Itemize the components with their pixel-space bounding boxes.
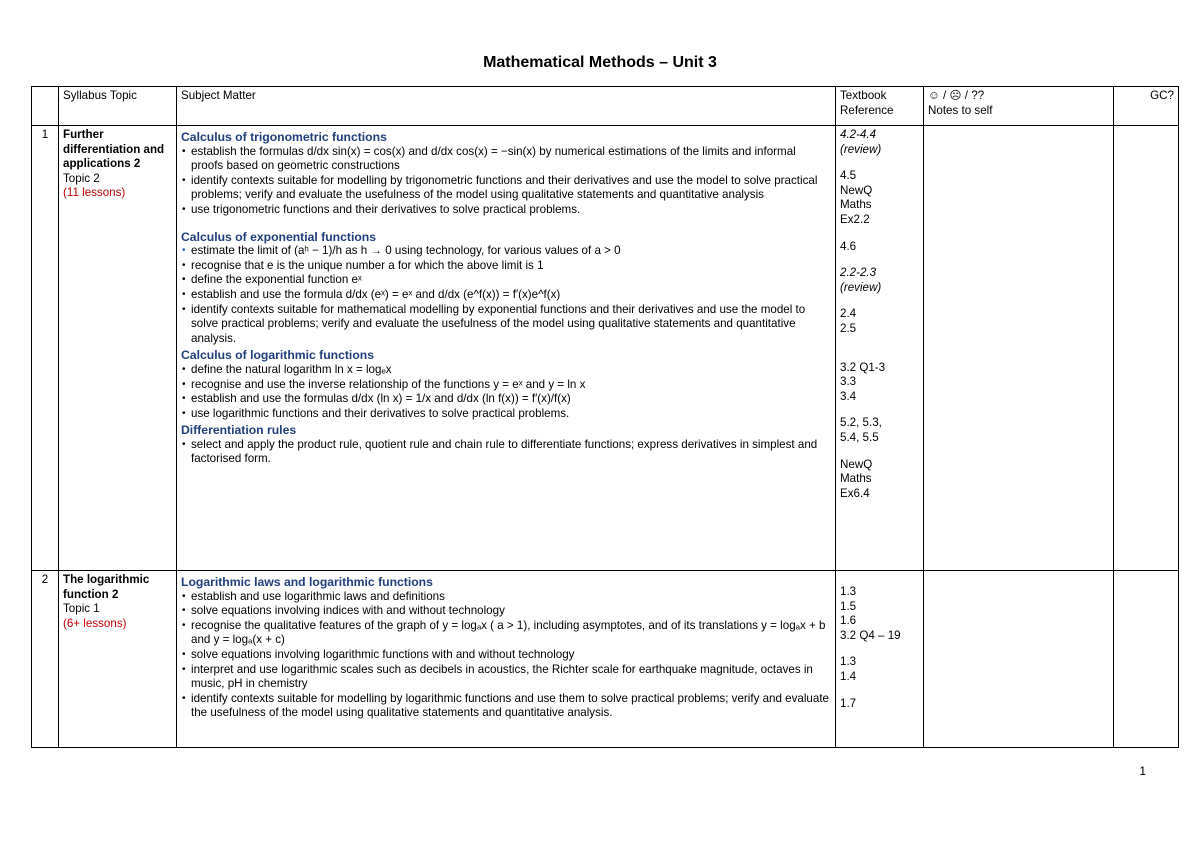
syllabus-table [31, 86, 1179, 748]
subject-matter-cell [177, 126, 836, 571]
textbook-ref: 1.3 [840, 655, 857, 669]
section-heading: Calculus of logarithmic functions [181, 348, 374, 363]
notes-cell [924, 126, 1114, 571]
topic-name: Further differentiation and applications 2 [63, 128, 165, 171]
textbook-ref: Maths [840, 198, 872, 212]
list-item: • identify contexts suitable for mathematical modelling by exponential functions and their derivatives and use the model to solve practical problems; verify and evaluate the usefulness of the model using qualitative statements and quantitative analysis. [181, 303, 831, 347]
list-item: • estimate the limit of (aʰ − 1)/h as h → 0 using technology, for various values of a > 0 [181, 244, 831, 259]
list-item: • identify contexts suitable for modelling by logarithmic functions and use them to solve practical problems; verify and evaluate the usefulness of the model using qualitative statements and quantitative analysis. [181, 692, 831, 721]
textbook-ref: 2.2-2.3 [840, 266, 877, 280]
textbook-ref: 1.7 [840, 696, 857, 710]
header-syllabus-topic: Syllabus Topic [59, 87, 177, 126]
textbook-ref: Maths [840, 472, 872, 486]
list-item: • select and apply the product rule, quotient rule and chain rule to differentiate functions; express derivatives in simplest and factorised form. [181, 438, 831, 467]
topic-name: The logarithmic function 2 [63, 573, 150, 601]
list-item: • establish and use the formula d/dx (eˣ) = eˣ and d/dx (e^f(x)) = f′(x)e^f(x) [181, 288, 831, 303]
section-heading: Differentiation rules [181, 423, 297, 438]
textbook-ref: 4.5 [840, 169, 857, 183]
header-notes-line2: Notes to self [928, 103, 993, 117]
topic-sub: Topic 2 [63, 171, 100, 185]
textbook-reference-cell [836, 126, 924, 571]
list-item: • define the natural logarithm ln x = logₑx [181, 363, 831, 378]
textbook-ref: 3.4 [840, 389, 857, 403]
gc-cell [1114, 126, 1179, 571]
list-item: • define the exponential function eˣ [181, 273, 831, 288]
document-title: Mathematical Methods – Unit 3 [483, 54, 717, 71]
textbook-ref: 5.2, 5.3, [840, 416, 882, 430]
list-item: • use trigonometric functions and their derivatives to solve practical problems. [181, 203, 831, 218]
textbook-reference-cell [836, 571, 924, 748]
section-heading: Calculus of exponential functions [181, 229, 377, 244]
list-item: • solve equations involving logarithmic functions with and without technology [181, 648, 831, 663]
header-subject-matter: Subject Matter [177, 87, 836, 126]
textbook-ref: (review) [840, 280, 882, 294]
textbook-ref: 1.5 [840, 599, 857, 613]
bullet-list [181, 438, 831, 467]
table-row [32, 126, 1179, 571]
textbook-ref: 1.6 [840, 614, 857, 628]
textbook-ref: Ex6.4 [840, 486, 870, 500]
section-heading: Logarithmic laws and logarithmic functions [181, 575, 433, 589]
header-gc: GC? [1114, 87, 1179, 126]
list-item: • establish and use logarithmic laws and definitions [181, 590, 831, 605]
gc-cell [1114, 571, 1179, 748]
list-item: • recognise the qualitative features of the graph of y = logₐx ( a > 1), including asymptotes, and of its translations y = logₐx + b and y = logₐ(x + c) [181, 619, 831, 648]
table-row [32, 571, 1179, 748]
bullet-list [181, 244, 831, 346]
list-item: • establish the formulas d/dx sin(x) = cos(x) and d/dx cos(x) = −sin(x) by numerical estimations of the limits and informal proofs based on geometric constructions [181, 145, 831, 174]
syllabus-topic-cell [59, 126, 177, 571]
row-number: 1 [32, 126, 59, 571]
textbook-ref: 5.4, 5.5 [840, 430, 879, 444]
section-heading: Calculus of trigonometric functions [181, 130, 387, 144]
bullet-list [181, 363, 831, 421]
list-item: • recognise and use the inverse relationship of the functions y = eˣ and y = ln x [181, 378, 831, 393]
list-item: • identify contexts suitable for modelling by trigonometric functions and their derivatives and use the model to solve practical problems; verify and evaluate the usefulness of the model using qualitative statements and quantitative analysis [181, 174, 831, 203]
subject-matter-cell [177, 571, 836, 748]
page-number: 1 [1139, 764, 1146, 778]
textbook-ref: (review) [840, 142, 882, 156]
table-header-row [32, 87, 1179, 126]
lesson-count: (6+ lessons) [63, 616, 127, 630]
textbook-ref: 3.2 Q4 – 19 [840, 628, 901, 642]
textbook-ref: NewQ [840, 457, 873, 471]
list-item: • solve equations involving indices with and without technology [181, 604, 831, 619]
textbook-ref: 4.2-4.4 [840, 128, 877, 141]
bullet-list [181, 145, 831, 218]
textbook-ref: 3.3 [840, 375, 857, 389]
textbook-ref: 2.5 [840, 321, 857, 335]
textbook-ref: 3.2 Q1-3 [840, 360, 886, 374]
textbook-ref: 1.4 [840, 669, 857, 683]
textbook-ref: 4.6 [840, 239, 857, 253]
list-item: • use logarithmic functions and their derivatives to solve practical problems. [181, 407, 831, 422]
textbook-ref: 2.4 [840, 307, 857, 321]
textbook-ref: 1.3 [840, 585, 857, 598]
lesson-count: (11 lessons) [63, 186, 126, 200]
header-textbook-line1: Textbook [840, 89, 887, 102]
syllabus-topic-cell [59, 571, 177, 748]
header-textbook-line2: Reference [840, 103, 894, 117]
header-number-cell [32, 87, 59, 126]
header-notes-faces: ☺ / ☹ / ?? [928, 89, 985, 102]
topic-sub: Topic 1 [63, 602, 100, 616]
header-textbook-reference [836, 87, 924, 126]
row-number: 2 [32, 571, 59, 748]
textbook-ref: Ex2.2 [840, 212, 870, 226]
bullet-list [181, 590, 831, 721]
notes-cell [924, 571, 1114, 748]
list-item: • interpret and use logarithmic scales such as decibels in acoustics, the Richter scale for earthquake magnitude, octaves in music, pH in chemistry [181, 663, 831, 692]
list-item: • establish and use the formulas d/dx (ln x) = 1/x and d/dx (ln f(x)) = f′(x)/f(x) [181, 392, 831, 407]
textbook-ref: NewQ [840, 183, 873, 197]
header-notes [924, 87, 1114, 126]
list-item: • recognise that e is the unique number a for which the above limit is 1 [181, 259, 831, 274]
